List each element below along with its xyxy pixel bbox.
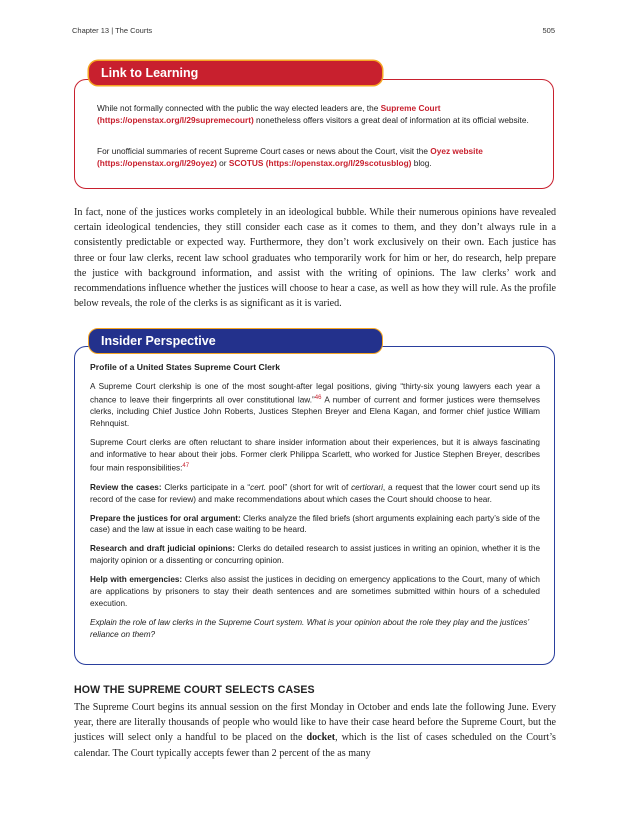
docket-term: docket [306,732,336,744]
research-draft-item: Research and draft judicial opinions: Clerks do detailed research to assist justices in writing an opinion, whether it is the majority opinion or a dissenting or concurring opinion. [90,544,540,566]
profile-title: Profile of a United States Supreme Court Clerk [90,362,281,372]
closing-question: Explain the role of law clerks in the Supreme Court system. What is your opinion about the role they play and the justices’ reliance on them? [90,617,529,639]
prepare-justices-item: Prepare the justices for oral argument: Clerks analyze the filed briefs (short arguments explaining each party’s side of the case) and the law at issue in each case waiting to be heard. [90,513,540,535]
section-heading: HOW THE SUPREME COURT SELECTS CASES [74,684,315,696]
body-paragraph-2: The Supreme Court begins its annual session on the first Monday in October and ends late the following June. Every year, there are literally thousands of people who would like to have their case heard before the Supreme Court, but the justices will select only a handful to be placed on the docket, which is the list of cases scheduled on the Court’s calendar. The Court typically accepts fewer than 2 percent of the as many [74,702,556,759]
body-paragraph-1: In fact, none of the justices works completely in an ideological bubble. While their numerous opinions have revealed certain ideological tendencies, they still consider each case as it comes to them, and they don’t always rule in a consistently predictable or expected way. Furthermore, they don’t work exclusively on their own. Each justice has three or four law clerks, recent law school graduates who temporarily work for him or her, do research, help prepare the justice with background information, and assist with the writing of opinions. The law clerks’ work and recommendations influence whether the justices will choose to hear a case, as well as how they will rule. As the profile below reveals, the role of the clerks is as significant as it is varied. [74,207,556,310]
page-number: 505 [542,26,555,35]
chapter-title: Chapter 13 | The Courts [72,26,153,35]
link-to-learning-box [74,79,554,189]
footnote-46[interactable]: 46 [314,394,322,401]
footnote-47[interactable]: 47 [182,463,190,470]
insider-paragraph-2: Supreme Court clerks are often reluctant to share insider information about their experiences, but it is always fascinating and informative to hear about their jobs. Former clerk Philippa Scarlett, who worked for Justice Stephen Breyer, describes four main responsibilities:$^{47}$ [90,438,540,473]
oyez-link[interactable]: Oyez website (https://openstax.org/l/29oyez) [97,146,483,168]
link-to-learning-title: Link to Learning [88,60,383,86]
scotus-blog-link[interactable]: SCOTUS (https://openstax.org/l/29scotusblog) [228,158,412,168]
review-cases-item: Review the cases: Clerks participate in a “cert. pool” (short for writ of certiorari, a request that the lower court send up its record of the case for review) and make recommendations about which cases the Court should choose to hear. [90,482,540,504]
insider-paragraph-1: A Supreme Court clerkship is one of the most sought-after legal positions, giving “thirty-six young lawyers each year a chance to leave their fingerprints all over constitutional law.”$^{46}$ A number of current and former justices were themselves clerks, including Chief Justice John Roberts, Justices Stephen Breyer and Elena Kagan, and former chief justice William Rehnquist. [90,381,540,429]
insider-perspective-title: Insider Perspective [88,328,383,354]
link-paragraph-2: For unofficial summaries of recent Supreme Court cases or news about the Court, visit the Oyez website (https://openstax.org/l/29oyez) or SCOTUS (https://openstax.org/l/29scotusblog) blog. [97,146,483,168]
link-paragraph-1: While not formally connected with the public the way elected leaders are, the Supreme Court (https://openstax.org/l/29supremecourt) nonetheless offers visitors a great deal of information at its official website. [97,103,529,125]
supreme-court-link[interactable]: Supreme Court (https://openstax.org/l/29supremecourt) [97,103,441,125]
insider-content [90,362,540,648]
emergencies-item: Help with emergencies: Clerks also assist the justices in deciding on emergency applications to the Court, many of which are applications by prisoners to stay their death sentences and are sometimes submitted within hours of a scheduled execution. [90,575,540,608]
